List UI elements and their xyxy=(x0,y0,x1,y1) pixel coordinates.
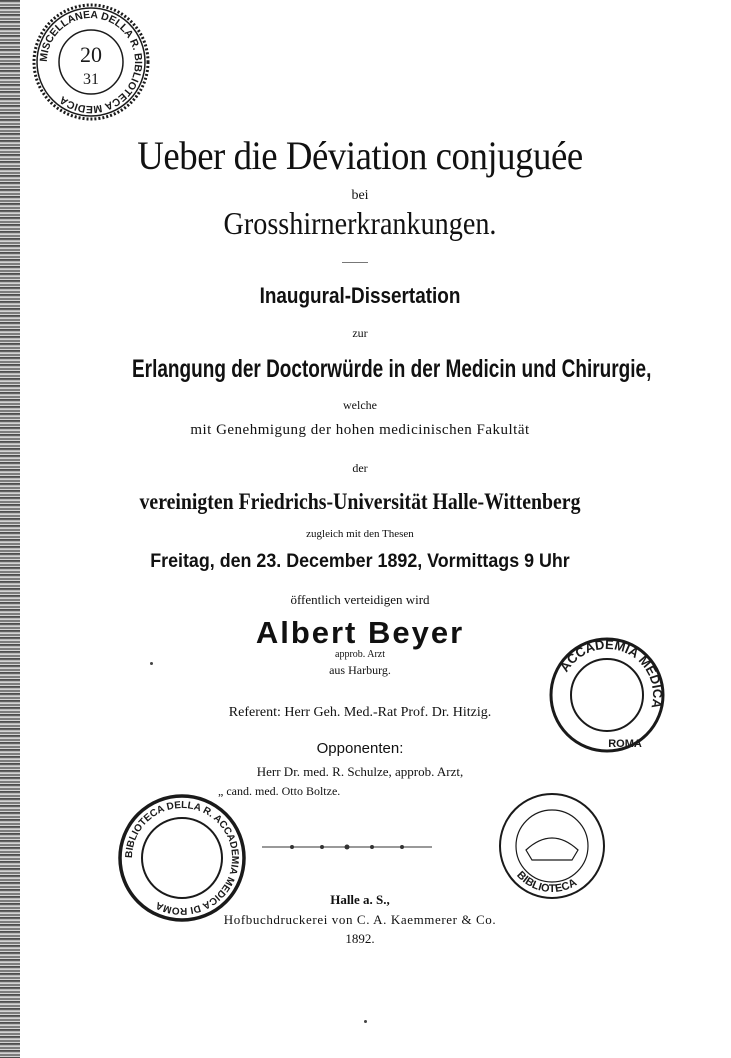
title-line-2: Grosshirnerkrankungen. xyxy=(223,205,497,241)
dissertation-theses: zugleich mit den Thesen xyxy=(306,528,414,540)
title-line-1: Ueber die Déviation conjuguée xyxy=(137,133,583,178)
biblioteca-right-stamp-ring: BIBLIOTECA xyxy=(514,869,579,896)
opponent-second: „ cand. med. Otto Boltze. xyxy=(218,784,341,798)
imprint-printer: Hofbuchdruckerei von C. A. Kaemmerer & Co. xyxy=(223,912,497,927)
accademia-stamp-sub: ROMA xyxy=(608,738,642,750)
dissertation-zur: zur xyxy=(352,326,368,340)
biblioteca-roma-stamp-ring: BIBLIOTECA DELLA R. ACCADEMIA MEDICA DI ROMA xyxy=(123,799,241,917)
dissertation-purpose: Erlangung der Doctorwürde in der Medicin und Chirurgie, xyxy=(132,355,652,383)
author-origin: aus Harburg. xyxy=(329,663,391,677)
dissertation-welche: welche xyxy=(343,398,377,412)
library-stamp-top xyxy=(22,2,160,122)
dissertation-heading: Inaugural-Dissertation xyxy=(259,283,461,308)
author-title: approb. Arzt xyxy=(335,649,385,660)
title-bei: bei xyxy=(351,188,369,203)
dissertation-defense: öffentlich verteidigen wird xyxy=(290,592,430,607)
dissertation-university: vereinigten Friedrichs-Universität Halle-Wittenberg xyxy=(139,489,581,514)
imprint-year: 1892. xyxy=(345,931,375,946)
referee-line: Referent: Herr Geh. Med.-Rat Prof. Dr. Hitzig. xyxy=(228,705,492,720)
title-separator xyxy=(342,262,368,263)
library-stamp-sub: 31 xyxy=(83,71,99,88)
speck xyxy=(364,1020,367,1023)
opponents-heading: Opponenten: xyxy=(316,740,404,757)
library-stamp-top-ring: MISCELLANEA DELLA R. BIBLIOTECA MEDICA xyxy=(37,8,145,116)
library-stamp-number: 20 xyxy=(80,42,102,67)
speck xyxy=(150,662,153,665)
accademia-stamp xyxy=(515,635,677,755)
page-edge-scan-artifact xyxy=(0,0,20,1058)
imprint-place: Halle a. S., xyxy=(330,892,390,907)
ornament-rule xyxy=(262,842,432,852)
dissertation-approval: mit Genehmigung der hohen medicinischen Fakultät xyxy=(190,422,530,438)
author-name: Albert Beyer xyxy=(255,615,465,650)
biblioteca-roma-stamp xyxy=(108,792,256,924)
accademia-stamp-ring: ACCADEMIA MEDICA xyxy=(556,636,666,710)
dissertation-date: Freitag, den 23. December 1892, Vormittags 9 Uhr xyxy=(150,551,570,572)
opponent-first: Herr Dr. med. R. Schulze, approb. Arzt, xyxy=(256,764,464,779)
dissertation-der: der xyxy=(352,461,368,475)
biblioteca-right-stamp xyxy=(482,790,622,902)
